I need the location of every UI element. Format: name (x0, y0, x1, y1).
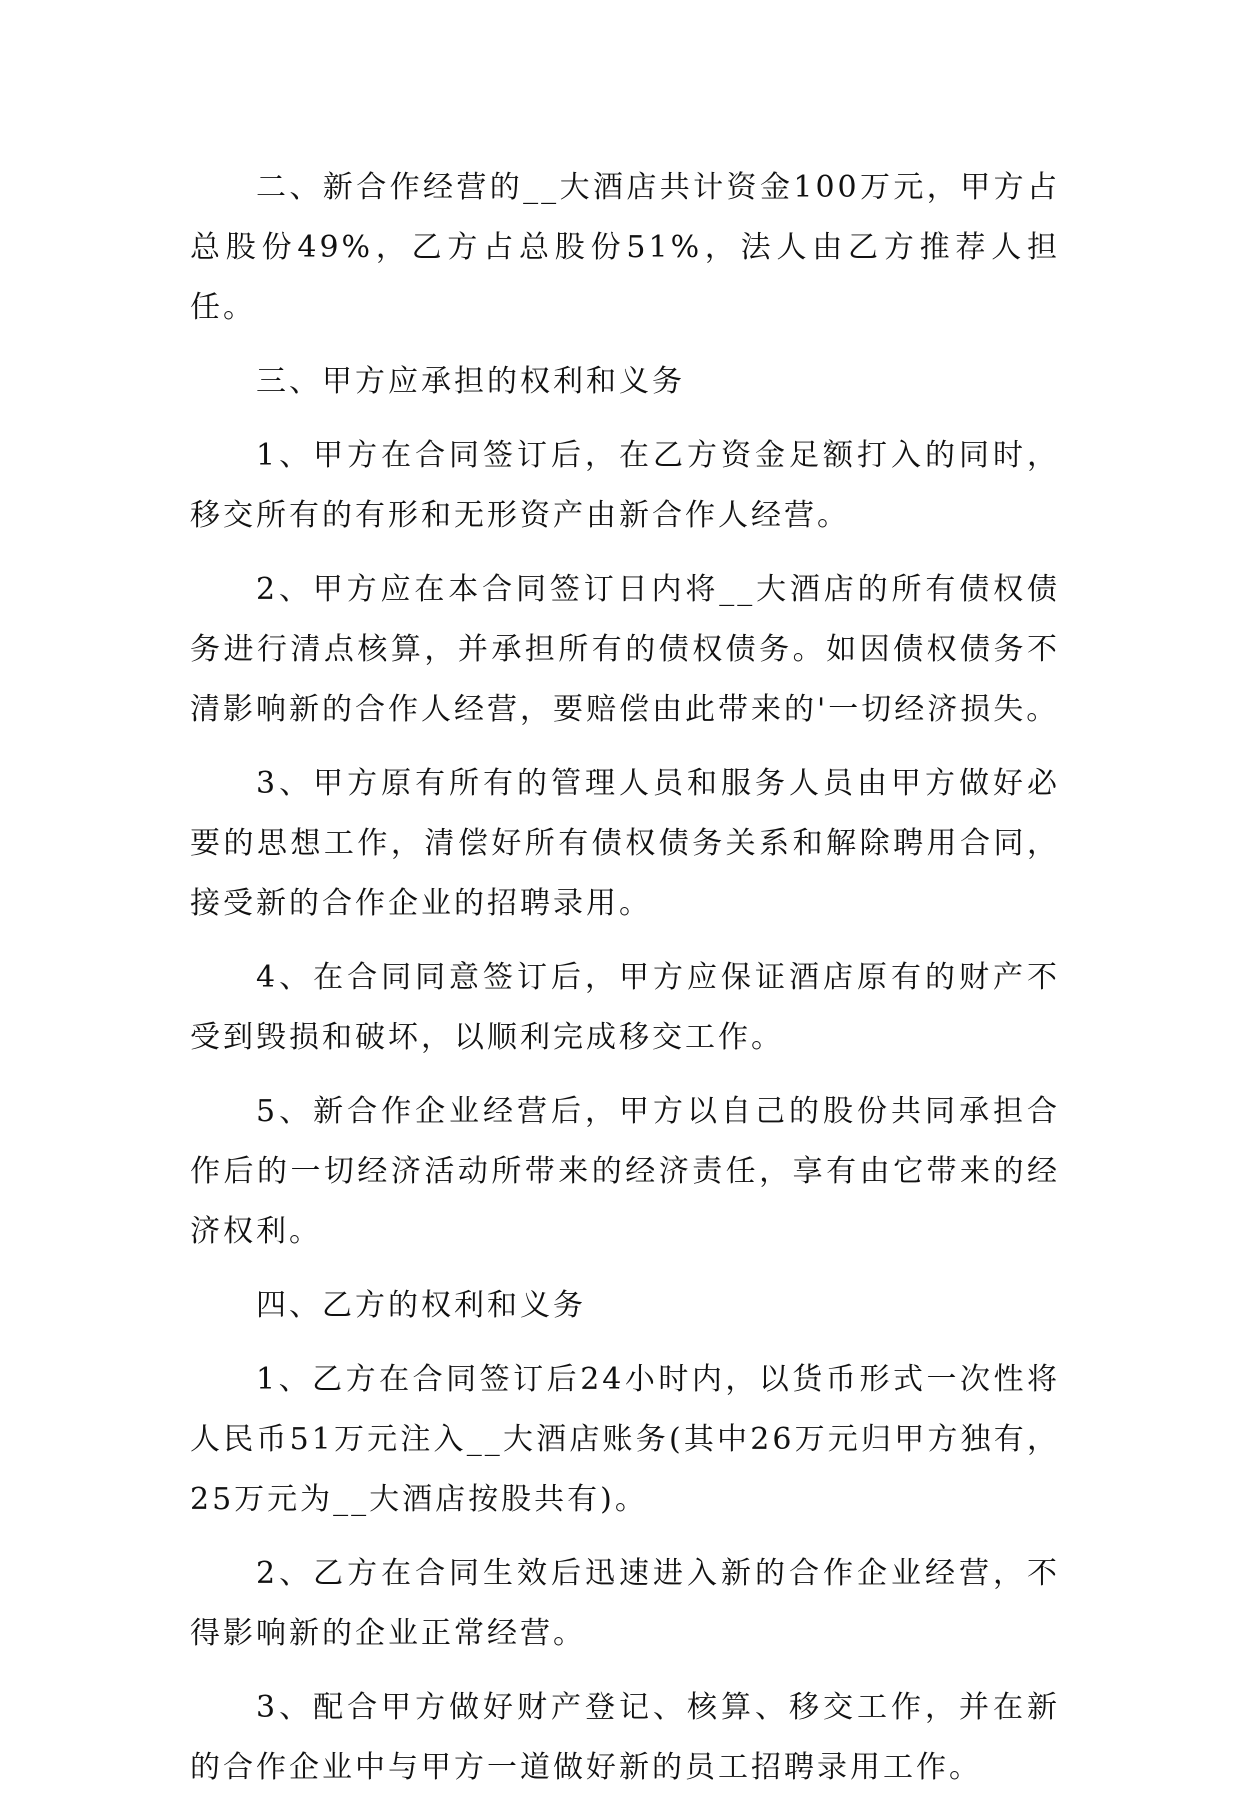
paragraph-a-clause-2: 2、甲方应在本合同签订日内将__大酒店的所有债权债务进行清点核算，并承担所有的债权债务。如因债权债务不清影响新的合作人经营，要赔偿由此带来的'一切经济损失。 (190, 572, 1060, 727)
paragraph-b-clause-3: 3、配合甲方做好财产登记、核算、移交工作，并在新的合作企业中与甲方一道做好新的员工招聘录用工作。 (190, 1690, 1060, 1785)
paragraph-a-clause-4: 4、在合同同意签订后，甲方应保证酒店原有的财产不受到毁损和破坏，以顺利完成移交工作。 (190, 960, 1060, 1055)
paragraph-a-clause-1: 1、甲方在合同签订后，在乙方资金足额打入的同时，移交所有的有形和无形资产由新合作人经营。 (190, 438, 1060, 533)
paragraph-b-clause-1: 1、乙方在合同签订后24小时内，以货币形式一次性将人民币51万元注入__大酒店账务(其中26万元归甲方独有，25万元为__大酒店按股共有)。 (190, 1362, 1060, 1517)
paragraph-b-clause-2: 2、乙方在合同生效后迅速进入新的合作企业经营，不得影响新的企业正常经营。 (190, 1556, 1060, 1651)
document-body (190, 158, 1060, 1812)
paragraph-capital-shares: 二、新合作经营的__大酒店共计资金100万元，甲方占总股份49%，乙方占总股份51%，法人由乙方推荐人担任。 (190, 170, 1060, 325)
paragraph-a-clause-3: 3、甲方原有所有的管理人员和服务人员由甲方做好必要的思想工作，清偿好所有债权债务关系和解除聘用合同，接受新的合作企业的招聘录用。 (190, 766, 1060, 921)
heading-party-b-rights: 四、乙方的权利和义务 (256, 1288, 586, 1323)
paragraph-a-clause-5: 5、新合作企业经营后，甲方以自己的股份共同承担合作后的一切经济活动所带来的经济责任，享有由它带来的经济权利。 (190, 1094, 1060, 1249)
heading-party-a-rights: 三、甲方应承担的权利和义务 (256, 364, 685, 399)
